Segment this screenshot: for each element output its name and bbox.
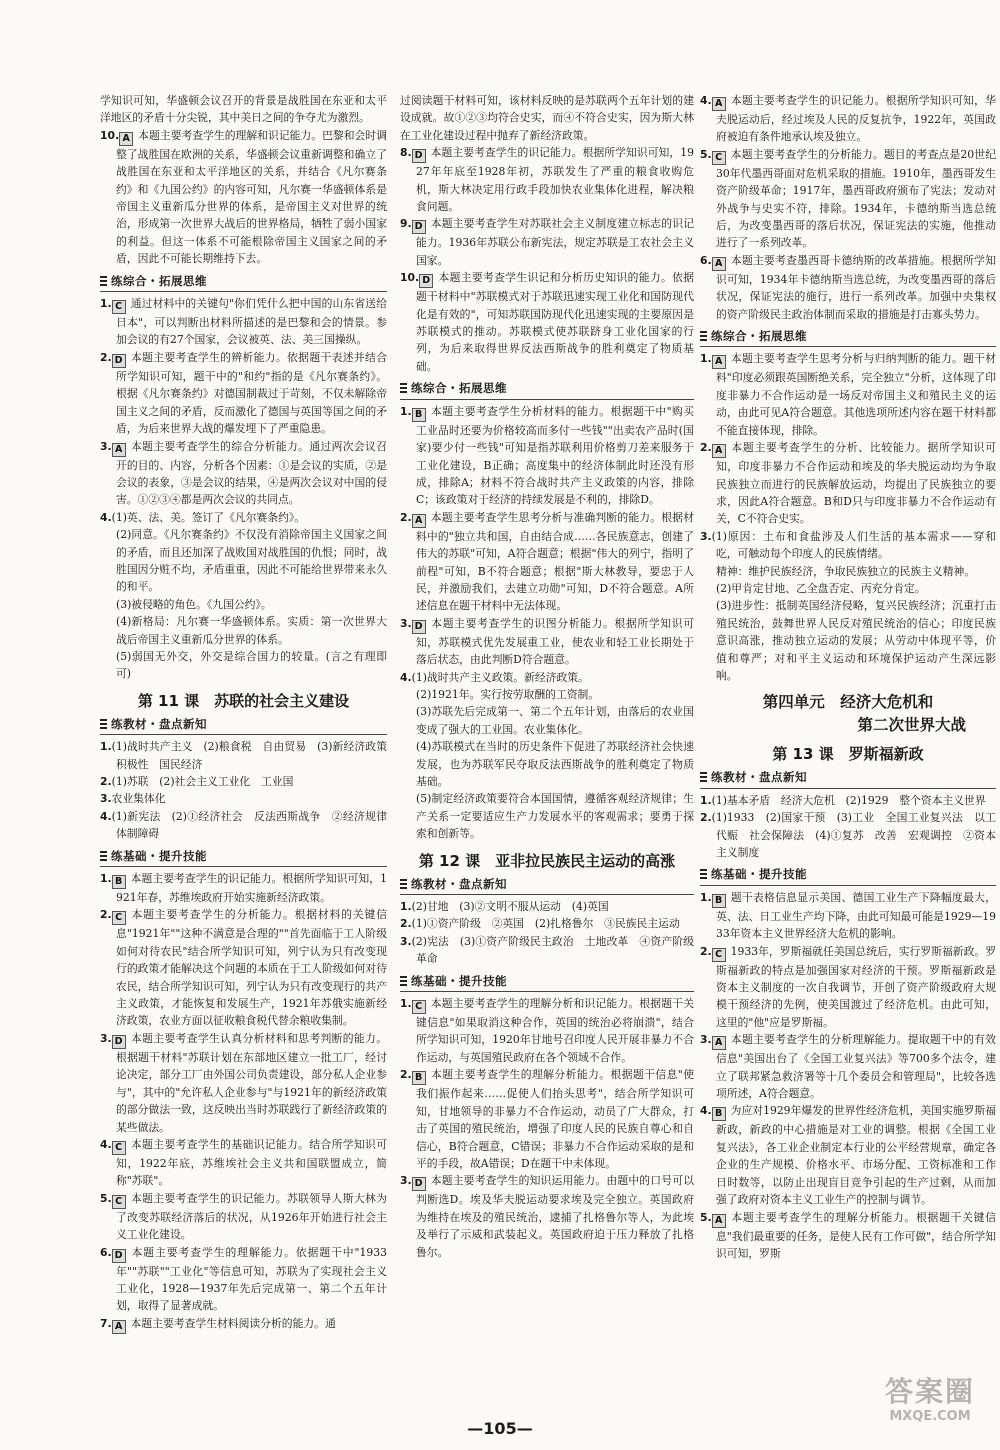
page-number: —105— [467, 1419, 533, 1438]
item-text: 本题主要考查学生的识记能力。根据所学知识可知，1921年春，苏维埃政府开始实施新经济政策。 [116, 872, 387, 905]
answer-item [700, 92, 996, 146]
item-number: 10. [400, 271, 420, 285]
paragraph: (4)新格局：凡尔赛一华盛顿体系。实质：第一次世界大战后帝国主义重新瓜分世界的体系。 [116, 615, 387, 646]
item-number: 5. [100, 1191, 112, 1205]
paragraph: 过阅读题干材料可知，该材料反映的是苏联两个五年计划的建设成就。故①②③均符合史实，而④不符合史实，因为斯大林在工业化建设过程中抛弃了新经济政策。 [400, 94, 694, 142]
item-number: 2. [700, 811, 712, 825]
item-text: 本题主要考查学生的理解和识记能力。巴黎和会时调整了战胜国在欧洲的关系，华盛顿会议重新调整和确立了战胜国在东亚和太平洋地区的关系，并结合《凡尔赛条约》和《九国公约》的内容可知，凡尔赛一华盛顿体系是帝国主义重新瓜分世界的体系，是帝国主义对世界的统治，形成第一次世界大战后的世界格局，牺牲了弱小国家的利益。但这一体系不可能根除帝国主义国家之间的矛盾，因此不可能长期维持下去。 [116, 128, 387, 266]
answer-item [100, 1136, 387, 1190]
item-number: 3. [100, 439, 112, 453]
answer-item [700, 528, 996, 563]
answer-item [700, 439, 996, 528]
paragraph: (5)弱国无外交，外交是综合国力的较量。(言之有理即可) [116, 649, 387, 681]
item-text: 本题主要考查学生的分析、比较能力。据所学知识可知，印度非暴力不合作运动和埃及的华夫脱运动均为争取民族独立而进行的民族解放运动，均提出了民族独立的要求，因此A符合题意。B和D只与印度非暴力不合作运动有关，C不符合史实。 [716, 441, 996, 526]
item-text: 本题主要考查学生的识记能力。苏联领导人斯大林为了改变苏联经济落后的状况，从1926年开始进行社会主义工业化建设。 [116, 1191, 387, 1242]
answer-letter-badge: D [412, 149, 426, 163]
answer-letter-badge: C [112, 1141, 126, 1155]
answer-letter-badge: C [712, 151, 726, 165]
paragraph: 精神：维护民族经济，争取民族独立的民族主义精神。 [716, 564, 976, 578]
item-text: 本题主要考查学生思考分析与归纳判断的能力。题干材料"印度必须跟英国断绝关系，完全独立"分析，这体现了印度非暴力不合作运动是一场反对帝国主义和殖民主义的运动，由此可见A符合题意。其他选项所述内容在题干材料都不能直接体现，排除。 [716, 352, 996, 437]
answer-item [400, 215, 694, 269]
paragraph: (3)被侵略的角色。《九国公约》。 [116, 597, 272, 611]
answer-letter-badge: D [412, 620, 426, 634]
answer-item [100, 808, 398, 843]
item-number: 2. [400, 510, 412, 524]
section-heading [100, 715, 387, 735]
answer-item [400, 403, 694, 509]
item-number: 10. [100, 128, 120, 142]
section-heading [100, 847, 387, 867]
answer-item [100, 790, 387, 807]
answer-item [100, 438, 387, 509]
item-text: 本题主要考查学生的分析理解能力。提取题干中的有效信息"美国出台了《全国工业复兴法》等700多个法令，建立了联邦紧急救济署等十几个委员会和管理局"，比较各选项所述，A符合题意。 [716, 1033, 996, 1101]
answer-item [700, 1209, 996, 1263]
answer-item [400, 669, 694, 686]
paragraph: (5)制定经济政策要符合本国国情，遵循客观经济规律；生产关系一定要适应生产力发展水平的客观需求；要勇于探索和创新等。 [416, 792, 694, 841]
answer-item [400, 995, 694, 1066]
answer-item [100, 1190, 387, 1244]
answer-letter-badge: B [712, 1107, 726, 1121]
item-number: 1. [700, 352, 712, 366]
item-text: (1)战时共产主义政策。新经济政策。 [411, 670, 589, 684]
answer-item [100, 1030, 387, 1136]
item-text: 通过材料中的关键句"你们凭什么把中国的山东省送给日本"，可以判断出材料所描述的是巴黎和会的情景。参加会议的有27个国家，会议被英、法、美三国操纵。 [116, 297, 387, 347]
item-text: 本题主要考查墨西哥卡德纳斯的改革措施。根据所学知识可知，1934年卡德纳斯当选总统，为改变墨西哥的落后状况，保证宪法的施行，进行一系列改革。加强中央集权的资产阶级民主政治体制而采取的措施是打击寡头势力。 [716, 253, 996, 321]
answer-item [100, 738, 398, 773]
answer-item [400, 269, 694, 375]
item-number: 5. [700, 147, 712, 161]
item-text: 本题主要考查学生的识记能力。根据所学知识可知，华夫脱运动后，经过埃及人民的反复抗争，1922年，英国政府被迫有条件地承认埃及独立。 [716, 94, 996, 144]
section-heading [400, 875, 694, 895]
section-bar-icon [700, 771, 707, 782]
item-text: 本题主要考查学生的识记能力。根据所学知识可知，1927年年底至1928年初，苏联发生了严重的粮食收购危机，斯大林决定用行政手段加快农业集体化进程，解决粮食问题。 [416, 146, 694, 214]
answer-item [100, 127, 387, 268]
item-number: 1. [100, 872, 112, 886]
item-text: 本题主要考查学生的理解能力。依据题干中"1933年""苏联""工业化"等信息可知，苏联为了实现社会主义工业化，1928—1937年先后完成第一、第二个五年计划，取得了显著成就。 [116, 1245, 387, 1313]
item-number: 2. [400, 1068, 412, 1082]
item-number: 1. [700, 890, 712, 904]
section-bar-icon [400, 975, 407, 986]
section-heading-text: 练基础・提升技能 [711, 867, 807, 882]
watermark-domain: MXQE.COM [889, 1409, 971, 1424]
section-heading [700, 768, 996, 788]
lesson-title: 第 12 课 亚非拉民族民主运动的高涨 [418, 851, 676, 870]
section-bar-icon [400, 878, 407, 889]
item-text: (1)基本矛盾 经济大危机 (2)1929 整个资本主义世界 [711, 793, 986, 807]
section-heading-text: 练基础・提升技能 [111, 848, 207, 863]
section-bar-icon [400, 382, 407, 393]
answer-item [100, 906, 387, 1029]
lesson-title: 第 13 课 罗斯福新政 [772, 745, 924, 764]
answer-item [700, 792, 996, 809]
item-text: (2)甘地 (3)②文明不服从运动 (4)英国 [411, 900, 609, 914]
answer-item [700, 146, 996, 252]
answer-item [100, 295, 387, 349]
item-text: (1)战时共产主义 (2)粮食税 自由贸易 (3)新经济政策 积极性 国民经济 [111, 740, 398, 771]
item-text: 本题主要考查学生的辨析能力。依据题干表述并结合所学知识可知，题干中的"和约"指的是《凡尔赛条约》。根据《凡尔赛条约》对德国制裁过于苛刻，不仅未解除帝国主义之间的矛盾，反而激化了德国与英国等国之间的矛盾，为后来世界大战的爆发埋下了严重隐患。 [116, 350, 387, 436]
paragraph: (4)苏联模式在当时的历史条件下促进了苏联经济社会快速发展，也为苏联军民夺取反法西斯战争的胜利奠定了物质基础。 [416, 740, 694, 788]
item-text: 本题主要考查学生识记和分析历史知识的能力。依据题干材料中"苏联模式对于苏联迅速实现工业化和国防现代化是有效的"，可知苏联国防现代化迅速实现的主要原因是苏联模式的推动。苏联模式使苏联跻身工业化国家的行列，为后来取得世界反法西斯战争的胜利奠定了物质基础。 [416, 271, 694, 373]
item-number: 6. [100, 1245, 112, 1259]
item-text: 本题主要考查学生的识图分析能力。根据所学知识可知，苏联模式优先发展重工业，使农业和轻工业长期处于落后状态，由此判断D符合题意。 [416, 616, 694, 667]
answer-letter-badge: B [112, 875, 126, 889]
item-number: 2. [100, 775, 112, 788]
section-heading-text: 练教材・盘点新知 [111, 716, 207, 731]
answer-letter-badge: A [119, 132, 133, 146]
item-text: 本题主要考查学生分析材料的能力。根据题干中"购买工业品时还要为价格较高而多付一些钱""出卖农产品时(国家)要少付一些钱"可知是指苏联利用价格剪刀差来服务于工业化建设，B正确；高度集中的经济体制此时还没有形成，排除A；材料不符合战时共产主义政策的内容，排除C；该政策对于经济的持续发展是不利的，排除D。 [416, 404, 694, 507]
item-number: 1. [700, 793, 712, 807]
unit-title: 第二次世界大战 [857, 716, 966, 735]
answer-item [400, 915, 694, 932]
column-middle [400, 92, 694, 1412]
section-heading [100, 272, 387, 292]
section-bar-icon [100, 275, 107, 286]
answer-item [400, 615, 694, 669]
answer-item [400, 1172, 694, 1261]
unit-title: 第四单元 经济大危机和 [762, 693, 934, 712]
item-text: (1)1933 (2)国家干预 (3)工业 全国工业复兴法 以工代赈 社会保障法 (4)①复苏 改善 宏观调控 ②资本主义制度 [711, 811, 996, 859]
item-text: (2)宪法 (3)①资产阶级民主政治 土地改革 ④资产阶级革命 [411, 934, 694, 966]
section-heading [400, 379, 694, 399]
item-number: 7. [100, 1316, 112, 1330]
answer-item [100, 1244, 387, 1315]
answer-letter-badge: D [419, 274, 433, 288]
item-number: 4. [100, 510, 112, 524]
section-heading-text: 练综合・拓展思维 [711, 329, 807, 344]
item-text: 本题主要考查学生的理解分析和识记能力。根据题干关键信息"如果取消这种合作，英国的统治必将崩溃"，结合所学知识可知，1920年甘地号召印度人民开展非暴力不合作运动，与英国殖民政府在各个领域不合作。 [416, 997, 694, 1064]
column-right [700, 92, 996, 1412]
section-heading-text: 练综合・拓展思维 [411, 381, 507, 396]
lesson-title: 第 11 课 苏联的社会主义建设 [137, 691, 350, 710]
item-text: 1933年，罗斯福就任美国总统后，实行罗斯福新政。罗斯福新政的特点是加强国家对经济的干预。罗斯福新政是资本主义制度的一次自我调节，开创了资产阶级政府大规模干预经济的先例，使美国渡过了经济危机。由此可知，这里的"他"应是罗斯福。 [716, 944, 996, 1029]
item-text: (1)英、法、美。签订了《凡尔赛条约》。 [111, 510, 306, 524]
section-bar-icon [700, 330, 707, 341]
paragraph: (3)进步性：抵制英国经济侵略，复兴民族经济；沉重打击殖民统治，鼓舞世界人民反对殖民统治的信心；印度民族意识高涨，推动独立运动的发展；从劳动中体现平等，价值和尊严；对和平主义运动和环境保护运动产生深远影响。 [716, 599, 996, 682]
item-number: 3. [400, 616, 412, 630]
answer-item [100, 1315, 387, 1334]
item-text: 本题主要考查学生的基础识记能力。结合所学知识可知，1922年底，苏维埃社会主义共和国联盟成立，简称"苏联"。 [116, 1137, 387, 1188]
item-number: 5. [700, 1210, 712, 1224]
item-number: 2. [700, 944, 712, 958]
answer-letter-badge: C [412, 1000, 426, 1014]
answer-letter-badge: B [412, 1071, 426, 1085]
answer-item [400, 898, 694, 915]
answer-letter-badge: D [412, 1177, 426, 1191]
item-text: 本题主要考查学生的分析能力。根据材料的关键信息"1921年""这种不满意是合理的""首先面临于工人阶级如何对待农民"结合所学知识可知，列宁认为只有改变现行的政策才能解决这个问题的本质在于工人阶级如何对待农民，结合所学知识可知，列宁认为只有改变现行的共产主义政策，才能恢复和发展生产，1921年苏俄实施新经济政策，农业方面以征收粮食税代替余粮收集制。 [116, 908, 387, 1028]
section-heading-text: 练综合・拓展思维 [111, 273, 207, 288]
item-number: 1. [100, 297, 112, 311]
item-text: 农业集体化 [111, 792, 166, 806]
item-number: 4. [100, 809, 112, 823]
answer-letter-badge: B [712, 894, 726, 908]
item-text: 本题主要考查学生的分析能力。题目的考查点是20世纪30年代墨西哥面对危机采取的措施。1910年，墨西哥发生资产阶级革命；1917年，墨西哥政府颁布了宪法；发动对外战争与史实不符，排除。1934年，卡德纳斯当选总统后，为改变墨西哥的落后状况，保证宪法的实施，他推动进行了一系列改革。 [716, 147, 996, 250]
answer-letter-badge: D [112, 1035, 126, 1049]
item-number: 2. [100, 908, 112, 922]
item-number: 3. [700, 529, 712, 543]
answer-letter-badge: C [712, 948, 726, 962]
section-heading [400, 972, 694, 992]
item-text: 本题主要考查学生的综合分析能力。通过两次会议召开的目的、内容，分析各个因素：①是会议的实质，②是会议的表象，③是会议的结果，④是两次会议对中国的侵害。①②③④都是两次会议的共同点。 [116, 439, 387, 507]
answer-letter-badge: B [412, 408, 426, 422]
answer-letter-badge: A [712, 1214, 726, 1228]
item-text: (1)苏联 (2)社会主义工业化 工业国 [111, 775, 294, 788]
item-text: 本题主要考查学生的知识运用能力。由题中的口号可以判断选D。埃及华夫脱运动要求埃及完全独立。英国政府为维持在埃及的殖民统治，逮捕了扎格鲁尔等人，为此埃及举行了示威和武装起义。英国政府迫于压力释放了扎格鲁尔。 [416, 1174, 694, 1259]
answer-item [700, 350, 996, 439]
paragraph: (3)苏联先后完成第一、第二个五年计划，由落后的农业国变成了强大的工业国。农业集体化。 [416, 705, 694, 736]
answer-item [700, 889, 996, 943]
item-number: 2. [100, 350, 112, 364]
item-number: 4. [700, 94, 712, 107]
item-text: 本题主要考查学生对苏联社会主义制度建立标志的识记能力。1936年苏联公布新宪法，规定苏联是工农社会主义国家。 [416, 217, 694, 267]
item-text: 本题主要考查学生的理解分析能力。根据题干关键信息"我们最重要的任务，是使人民有工作可做"，结合所学知识可知，罗斯 [716, 1210, 996, 1260]
answer-letter-badge: D [412, 220, 426, 234]
item-text: 本题主要考查学生思考分析与准确判断的能力。根据材料中的"独立共和国，自由结合成……各民族意志，创建了伟大的苏联"可知，A符合题意；根据"伟大的列宁，指明了前程"可知，B不符合题意；根据"斯大林教导，要忠于人民，并激励我们，去建立功勋"可知，D不符合题意。A所述信息在题干材料中无法体现。 [416, 510, 694, 613]
answer-item [400, 1066, 694, 1172]
section-bar-icon [700, 868, 707, 879]
item-number: 3. [400, 1174, 412, 1188]
column-left [100, 92, 398, 1412]
answer-item [100, 509, 387, 526]
answer-letter-badge: A [712, 1036, 726, 1050]
answer-letter-badge: A [112, 443, 126, 457]
section-bar-icon [100, 718, 107, 729]
page-number-value: 105 [483, 1419, 517, 1438]
item-number: 9. [400, 217, 412, 231]
answer-item [400, 933, 694, 968]
answer-item [100, 870, 387, 906]
item-number: 3. [400, 934, 412, 948]
answer-letter-badge: A [112, 1320, 126, 1334]
answer-item [700, 943, 996, 1032]
section-heading [700, 327, 996, 347]
item-text: (1)①资产阶级 ②英国 (2)扎格鲁尔 ③民族民主运动 [411, 917, 680, 931]
item-text: 为应对1929年爆发的世界性经济危机，美国实施罗斯福新政，新政的中心措施是对工业的调整。根据《全国工业复兴法》，各工业企业制定本行业的公平经营规章，确定各企业的生产规模、价格水平、市场分配、工资标准和工作日时数等，以防止出现盲目竞争引起的生产过剩，从而加强了政府对资本主义工业生产的控制与调节。 [716, 1104, 996, 1207]
item-number: 1. [400, 404, 412, 418]
answer-item [100, 773, 387, 790]
answer-item [100, 349, 387, 438]
section-heading-text: 练基础・提升技能 [411, 973, 507, 988]
answer-letter-badge: C [112, 300, 126, 314]
answer-letter-badge: C [112, 911, 126, 925]
paragraph: (2)甲肯定甘地、乙全盘否定、丙充分肯定。 [716, 581, 926, 595]
item-number: 1. [400, 900, 412, 914]
paragraph: (2)同意。《凡尔赛条约》不仅没有消除帝国主义国家之间的矛盾，而且还加深了战败国对战胜国的仇恨；同时，战胜国因分赃不均，矛盾重重，因此不可能给世界带来永久的和平。 [116, 528, 387, 594]
item-text: 题干表格信息显示美国、德国工业生产下降幅度最大，英、法、日工业生产均下降，由此可知最可能是1929—1933年资本主义世界经济大危机的影响。 [716, 890, 996, 941]
watermark-logo [870, 1375, 990, 1445]
answer-item [700, 1031, 996, 1102]
watermark-text: 答案圈 [884, 1375, 975, 1408]
item-number: 4. [700, 1104, 712, 1118]
paragraph: (2)1921年。实行按劳取酬的工资制。 [416, 687, 600, 701]
item-number: 3. [100, 792, 112, 806]
paragraph: 学知识可知，华盛顿会议召开的背景是战胜国在东亚和太平洋地区的矛盾十分尖锐，其中美日之间的争夺尤为激烈。 [100, 94, 387, 125]
answer-item [700, 809, 996, 861]
item-number: 2. [400, 917, 412, 931]
section-heading-text: 练教材・盘点新知 [411, 876, 507, 891]
item-number: 3. [700, 1033, 712, 1047]
section-bar-icon [100, 850, 107, 861]
answer-item [700, 252, 996, 323]
answer-letter-badge: A [712, 444, 726, 458]
item-number: 4. [400, 670, 412, 684]
item-number: 1. [400, 997, 412, 1011]
section-heading [700, 865, 996, 885]
item-number: 3. [100, 1031, 112, 1045]
answer-letter-badge: D [112, 1249, 126, 1263]
section-heading-text: 练教材・盘点新知 [711, 770, 807, 785]
item-text: (1)新宪法 (2)①经济社会 反法西斯战争 ②经济规律 体制障碍 [111, 809, 398, 841]
item-number: 1. [100, 740, 112, 754]
item-text: (1)原因：土布和食盐涉及人们生活的基本需求——穿和吃，可触动每个印度人的民族情绪。 [711, 529, 996, 561]
answer-letter-badge: A [712, 355, 726, 369]
answer-letter-badge: A [712, 97, 726, 111]
answer-letter-badge: A [712, 257, 726, 271]
item-number: 4. [100, 1137, 112, 1151]
answer-item [400, 144, 694, 215]
answer-letter-badge: C [112, 1195, 126, 1209]
item-text: 本题主要考查学生认真分析材料和思考判断的能力。根据题干材料"苏联计划在东部地区建立一批工厂，经讨论决定，部分工厂由外国公司负责建设，部分私人企业参与"，其中的"允许私人企业参与"与1921年的新经济政策的部分做法一致，这反映出当时苏联践行了新经济政策的某些做法。 [116, 1031, 387, 1134]
answer-letter-badge: D [112, 354, 126, 368]
answer-item [700, 1102, 996, 1208]
item-number: 6. [700, 253, 712, 267]
answer-item [400, 509, 694, 615]
item-text: 本题主要考查学生材料阅读分析的能力。通 [130, 1316, 336, 1330]
item-number: 8. [400, 146, 412, 160]
item-number: 2. [700, 441, 712, 455]
item-text: 本题主要考查学生的理解分析能力。根据题干信息"使我们振作起来……促使人们抬头思考"，结合所学知识可知，甘地领导的非暴力不合作运动，动员了广大群众，打击了英国的殖民统治，增强了印度人民的民族自尊心和自信心，B符合题意，C错误；非暴力不合作运动采取的是和平的手段，故A错误；D在题干中未体现。 [416, 1068, 694, 1170]
answer-letter-badge: A [412, 514, 426, 528]
